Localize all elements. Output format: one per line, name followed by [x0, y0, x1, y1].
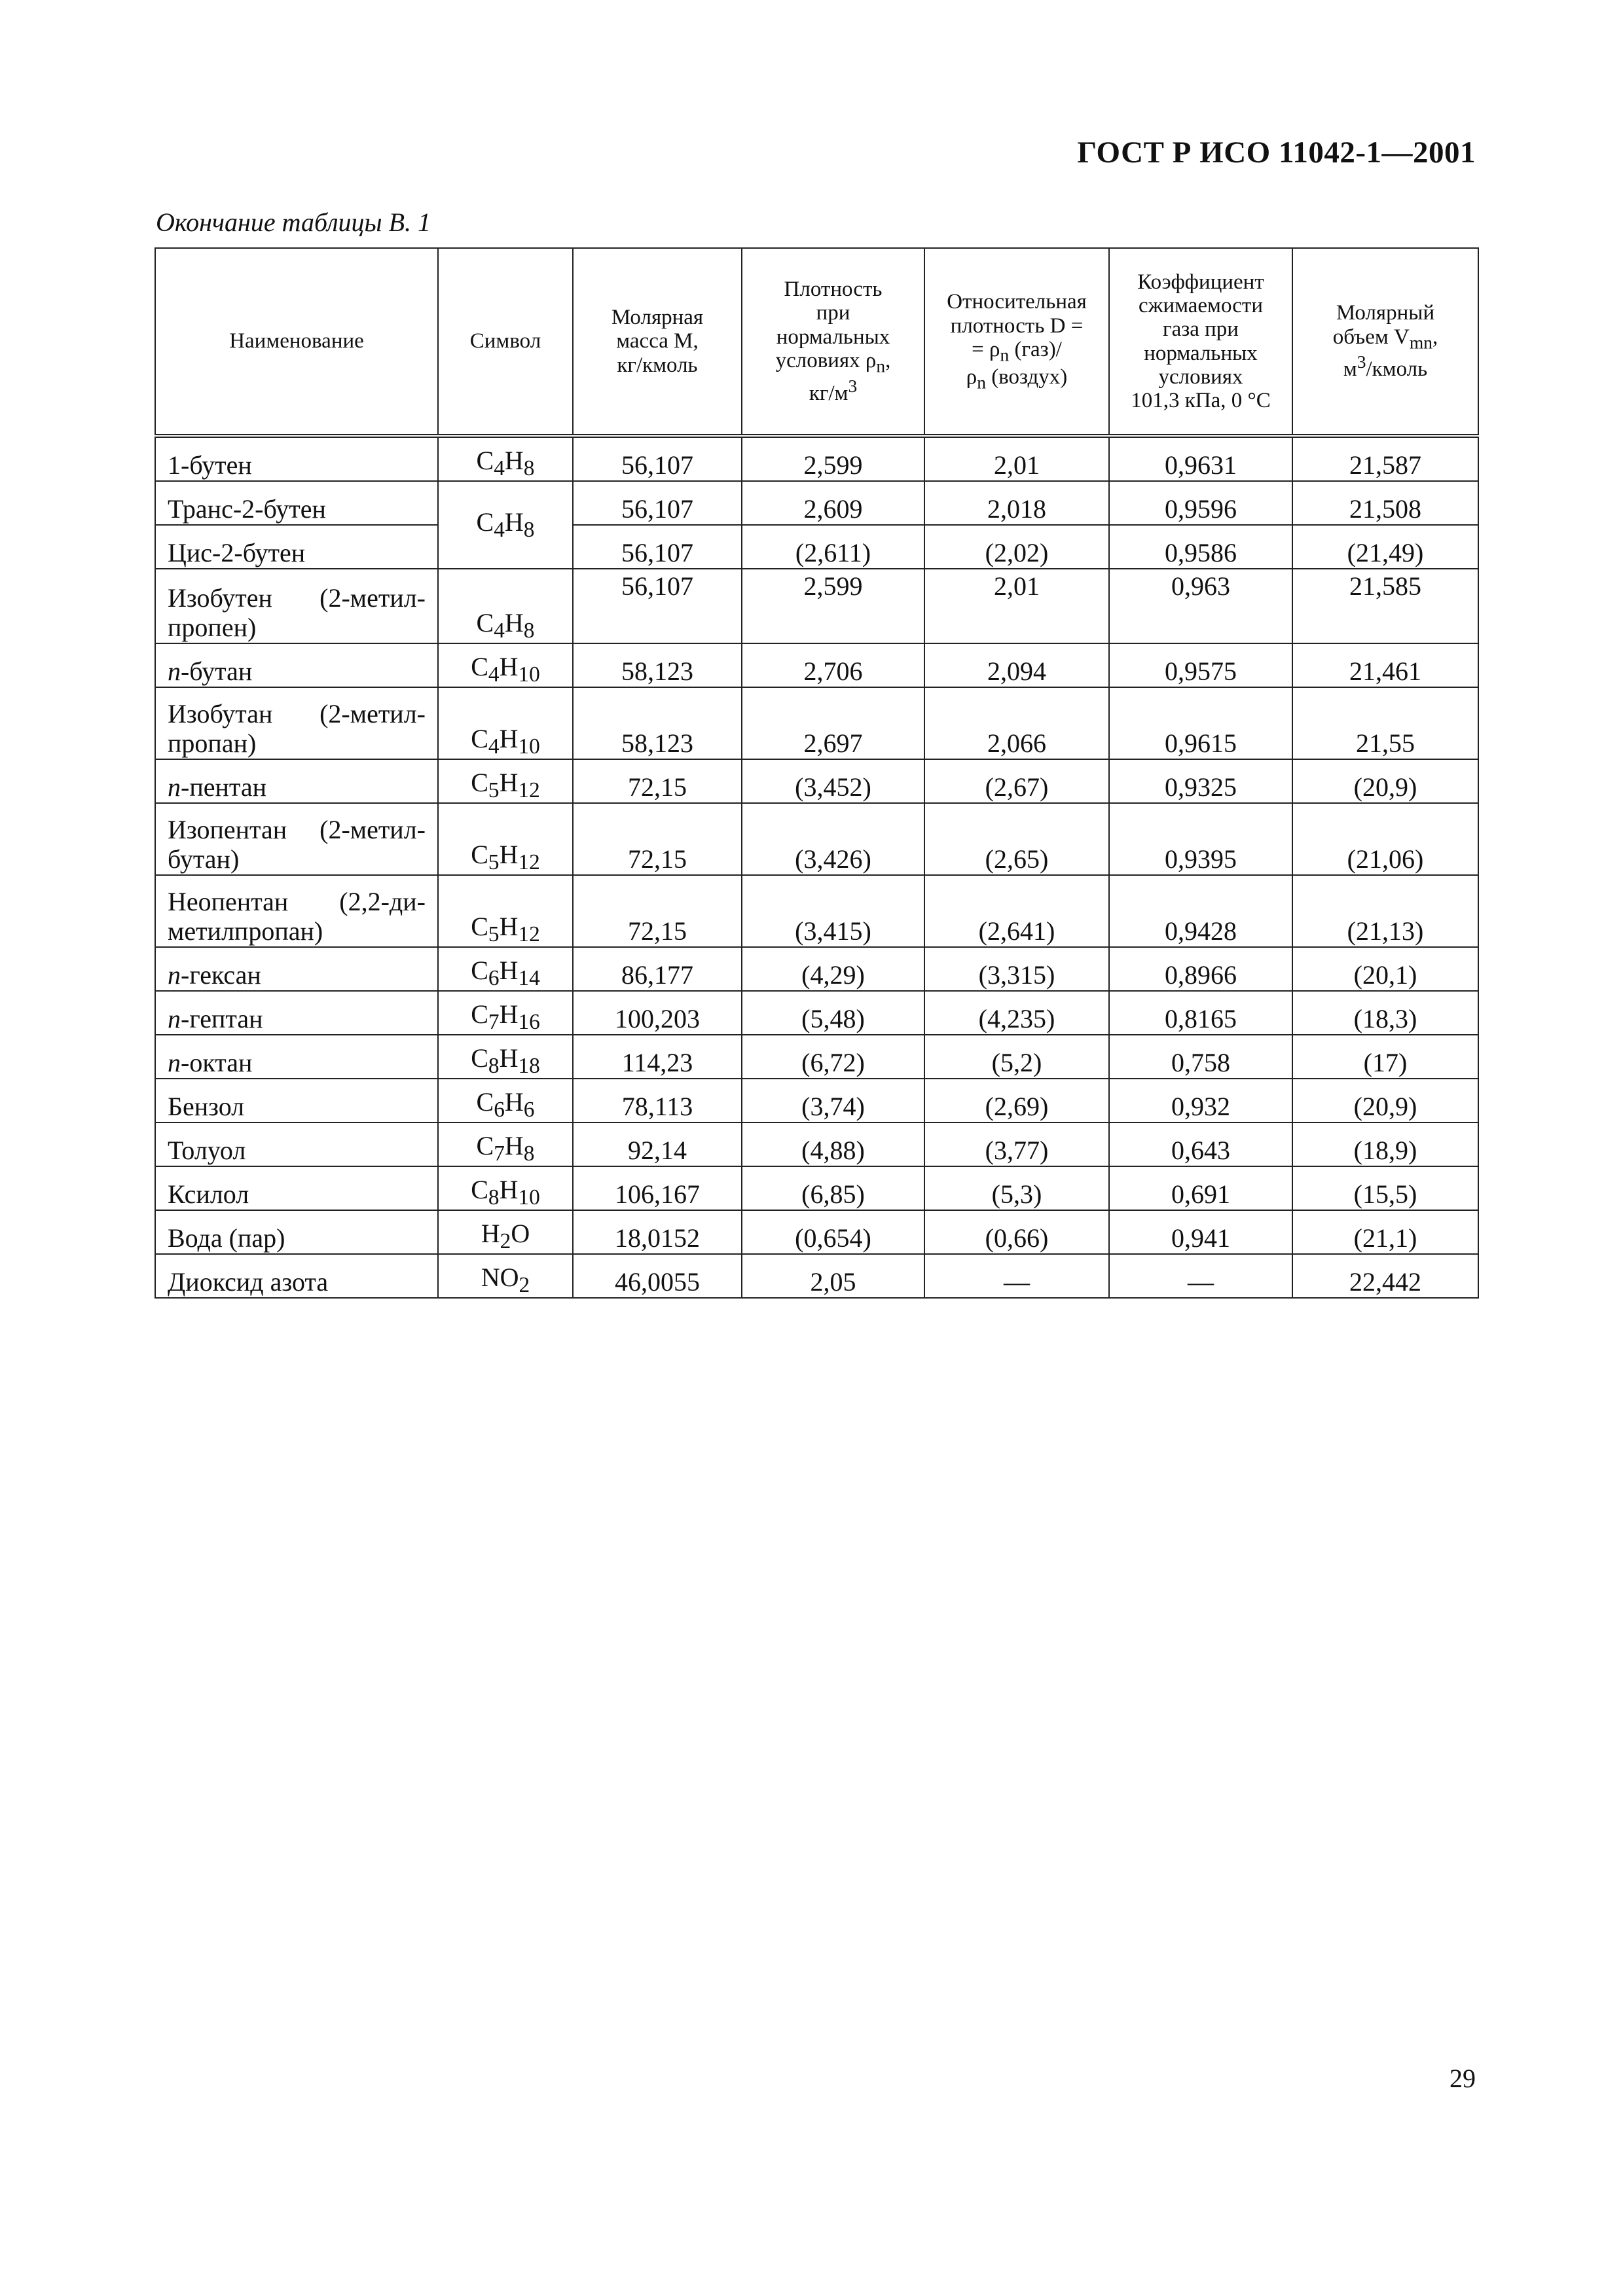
cell-volume: 22,442	[1292, 1254, 1478, 1298]
table-row	[155, 991, 1478, 1035]
cell-rel-density: 2,066	[924, 687, 1109, 759]
cell-symbol: $H_2O$	[438, 1210, 573, 1254]
cell-rel-density: (2,69)	[924, 1079, 1109, 1122]
column-header-relative-density: Относительная плотность D = = $\rho_n$ (газ)/ $\rho_n$ (воздух)	[924, 248, 1109, 436]
table-row	[155, 687, 1478, 759]
cell-volume: 21,508	[1292, 481, 1478, 525]
cell-density: 2,599	[742, 569, 924, 643]
cell-volume: 21,587	[1292, 436, 1478, 481]
page-number: 29	[1450, 2064, 1476, 2093]
gas-properties-table	[155, 247, 1479, 1299]
cell-compress: 0,9596	[1109, 481, 1292, 525]
cell-density: 2,599	[742, 436, 924, 481]
cell-mass: 78,113	[573, 1079, 742, 1122]
cell-volume: (18,9)	[1292, 1122, 1478, 1166]
cell-symbol: $C_7H_8$	[438, 1122, 573, 1166]
cell-mass: 58,123	[573, 643, 742, 687]
cell-volume: 21,55	[1292, 687, 1478, 759]
cell-volume: (20,9)	[1292, 1079, 1478, 1122]
cell-density: (6,85)	[742, 1166, 924, 1210]
cell-name: 1-бутен	[155, 436, 438, 481]
cell-density: (4,29)	[742, 947, 924, 991]
cell-volume: 21,461	[1292, 643, 1478, 687]
cell-compress: 0,643	[1109, 1122, 1292, 1166]
cell-symbol: $C_4H_{10}$	[438, 687, 573, 759]
cell-mass: 56,107	[573, 525, 742, 569]
column-header-symbol: Символ	[438, 248, 573, 436]
cell-rel-density: (2,65)	[924, 803, 1109, 875]
cell-volume: (20,9)	[1292, 759, 1478, 803]
cell-mass: 46,0055	[573, 1254, 742, 1298]
cell-density: (3,415)	[742, 875, 924, 947]
cell-density: 2,609	[742, 481, 924, 525]
cell-symbol: $C_4H_8$	[438, 481, 573, 569]
cell-mass: 56,107	[573, 569, 742, 643]
table-row	[155, 643, 1478, 687]
cell-volume: (21,13)	[1292, 875, 1478, 947]
cell-compress: 0,9586	[1109, 525, 1292, 569]
cell-compress: 0,8165	[1109, 991, 1292, 1035]
cell-volume: (15,5)	[1292, 1166, 1478, 1210]
table-row	[155, 875, 1478, 947]
cell-compress: 0,941	[1109, 1210, 1292, 1254]
cell-density: (3,74)	[742, 1079, 924, 1122]
cell-rel-density: 2,01	[924, 436, 1109, 481]
cell-rel-density: 2,094	[924, 643, 1109, 687]
cell-name: Цис-2-бутен	[155, 525, 438, 569]
cell-rel-density: (2,02)	[924, 525, 1109, 569]
cell-mass: 100,203	[573, 991, 742, 1035]
cell-compress: —	[1109, 1254, 1292, 1298]
cell-volume: 21,585	[1292, 569, 1478, 643]
cell-mass: 56,107	[573, 436, 742, 481]
cell-name: Бензол	[155, 1079, 438, 1122]
cell-name: Транс-2-бутен	[155, 481, 438, 525]
table-row	[155, 947, 1478, 991]
cell-symbol: $C_4H_8$	[438, 569, 573, 643]
table-row	[155, 569, 1478, 643]
table-row	[155, 1079, 1478, 1122]
cell-density: (6,72)	[742, 1035, 924, 1079]
cell-volume: (18,3)	[1292, 991, 1478, 1035]
table-row	[155, 481, 1478, 525]
cell-name: Вода (пар)	[155, 1210, 438, 1254]
cell-symbol: $C_6H_{14}$	[438, 947, 573, 991]
cell-name: Толуол	[155, 1122, 438, 1166]
cell-rel-density: (0,66)	[924, 1210, 1109, 1254]
cell-rel-density: (3,77)	[924, 1122, 1109, 1166]
table-row	[155, 1254, 1478, 1298]
table-row	[155, 759, 1478, 803]
cell-symbol: $C_6H_6$	[438, 1079, 573, 1122]
cell-rel-density: (4,235)	[924, 991, 1109, 1035]
cell-density: (3,426)	[742, 803, 924, 875]
cell-density: 2,706	[742, 643, 924, 687]
cell-density: (5,48)	[742, 991, 924, 1035]
cell-compress: 0,9631	[1109, 436, 1292, 481]
cell-symbol: $C_8H_{10}$	[438, 1166, 573, 1210]
cell-rel-density: (2,67)	[924, 759, 1109, 803]
cell-name: Изобутан (2-метил-пропан)	[155, 687, 438, 759]
cell-name: n-гептан	[155, 991, 438, 1035]
cell-compress: 0,9575	[1109, 643, 1292, 687]
cell-mass: 114,23	[573, 1035, 742, 1079]
column-header-molar-mass: Молярная масса M, кг/кмоль	[573, 248, 742, 436]
cell-name: n-бутан	[155, 643, 438, 687]
cell-density: (2,611)	[742, 525, 924, 569]
table-row	[155, 1122, 1478, 1166]
cell-name: Изопентан (2-метил-бутан)	[155, 803, 438, 875]
cell-compress: 0,9428	[1109, 875, 1292, 947]
table-body	[155, 436, 1478, 1298]
cell-name: n-гексан	[155, 947, 438, 991]
cell-symbol: $C_5H_{12}$	[438, 759, 573, 803]
cell-rel-density: 2,018	[924, 481, 1109, 525]
cell-density: (0,654)	[742, 1210, 924, 1254]
cell-mass: 92,14	[573, 1122, 742, 1166]
table-row	[155, 525, 1478, 569]
cell-mass: 58,123	[573, 687, 742, 759]
column-header-name: Наименование	[155, 248, 438, 436]
cell-symbol: $C_4H_8$	[438, 436, 573, 481]
cell-density: (3,452)	[742, 759, 924, 803]
cell-volume: (20,1)	[1292, 947, 1478, 991]
cell-rel-density: —	[924, 1254, 1109, 1298]
cell-mass: 72,15	[573, 759, 742, 803]
cell-compress: 0,9615	[1109, 687, 1292, 759]
cell-name: Ксилол	[155, 1166, 438, 1210]
cell-mass: 86,177	[573, 947, 742, 991]
cell-volume: (21,1)	[1292, 1210, 1478, 1254]
cell-compress: 0,9325	[1109, 759, 1292, 803]
cell-volume: (21,06)	[1292, 803, 1478, 875]
cell-mass: 56,107	[573, 481, 742, 525]
column-header-molar-volume: Молярный объем $V_{mn}$, $м^3$/кмоль	[1292, 248, 1478, 436]
table-row	[155, 1035, 1478, 1079]
cell-name: Изобутен (2-метил-пропен)	[155, 569, 438, 643]
cell-compress: 0,9395	[1109, 803, 1292, 875]
cell-compress: 0,8966	[1109, 947, 1292, 991]
cell-rel-density: (2,641)	[924, 875, 1109, 947]
cell-density: 2,697	[742, 687, 924, 759]
cell-compress: 0,932	[1109, 1079, 1292, 1122]
cell-name: Диоксид азота	[155, 1254, 438, 1298]
cell-symbol: $C_5H_{12}$	[438, 803, 573, 875]
cell-mass: 72,15	[573, 875, 742, 947]
cell-mass: 72,15	[573, 803, 742, 875]
column-header-compressibility: Коэффициент сжимаемости газа при нормальных условиях 101,3 кПа, 0 °С	[1109, 248, 1292, 436]
cell-density: 2,05	[742, 1254, 924, 1298]
cell-symbol: $C_8H_{18}$	[438, 1035, 573, 1079]
cell-compress: 0,691	[1109, 1166, 1292, 1210]
column-header-density: Плотность при нормальных условиях $\rho_n$, $кг/м^3$	[742, 248, 924, 436]
cell-volume: (17)	[1292, 1035, 1478, 1079]
cell-mass: 18,0152	[573, 1210, 742, 1254]
cell-compress: 0,758	[1109, 1035, 1292, 1079]
table-row	[155, 1210, 1478, 1254]
cell-rel-density: (5,2)	[924, 1035, 1109, 1079]
table-row	[155, 803, 1478, 875]
cell-volume: (21,49)	[1292, 525, 1478, 569]
cell-mass: 106,167	[573, 1166, 742, 1210]
cell-symbol: $C_7H_{16}$	[438, 991, 573, 1035]
cell-name: n-октан	[155, 1035, 438, 1079]
cell-rel-density: 2,01	[924, 569, 1109, 643]
cell-name: n-пентан	[155, 759, 438, 803]
cell-symbol: $C_4H_{10}$	[438, 643, 573, 687]
cell-symbol: $C_5H_{12}$	[438, 875, 573, 947]
table-header-row	[155, 248, 1478, 436]
table-row	[155, 436, 1478, 481]
cell-symbol: $NO_2$	[438, 1254, 573, 1298]
cell-rel-density: (5,3)	[924, 1166, 1109, 1210]
cell-name: Неопентан (2,2-ди-метилпропан)	[155, 875, 438, 947]
table-row	[155, 1166, 1478, 1210]
cell-rel-density: (3,315)	[924, 947, 1109, 991]
table-caption: Окончание таблицы В. 1	[156, 207, 431, 237]
document-code: ГОСТ Р ИСО 11042-1—2001	[1077, 135, 1476, 170]
cell-density: (4,88)	[742, 1122, 924, 1166]
cell-compress: 0,963	[1109, 569, 1292, 643]
